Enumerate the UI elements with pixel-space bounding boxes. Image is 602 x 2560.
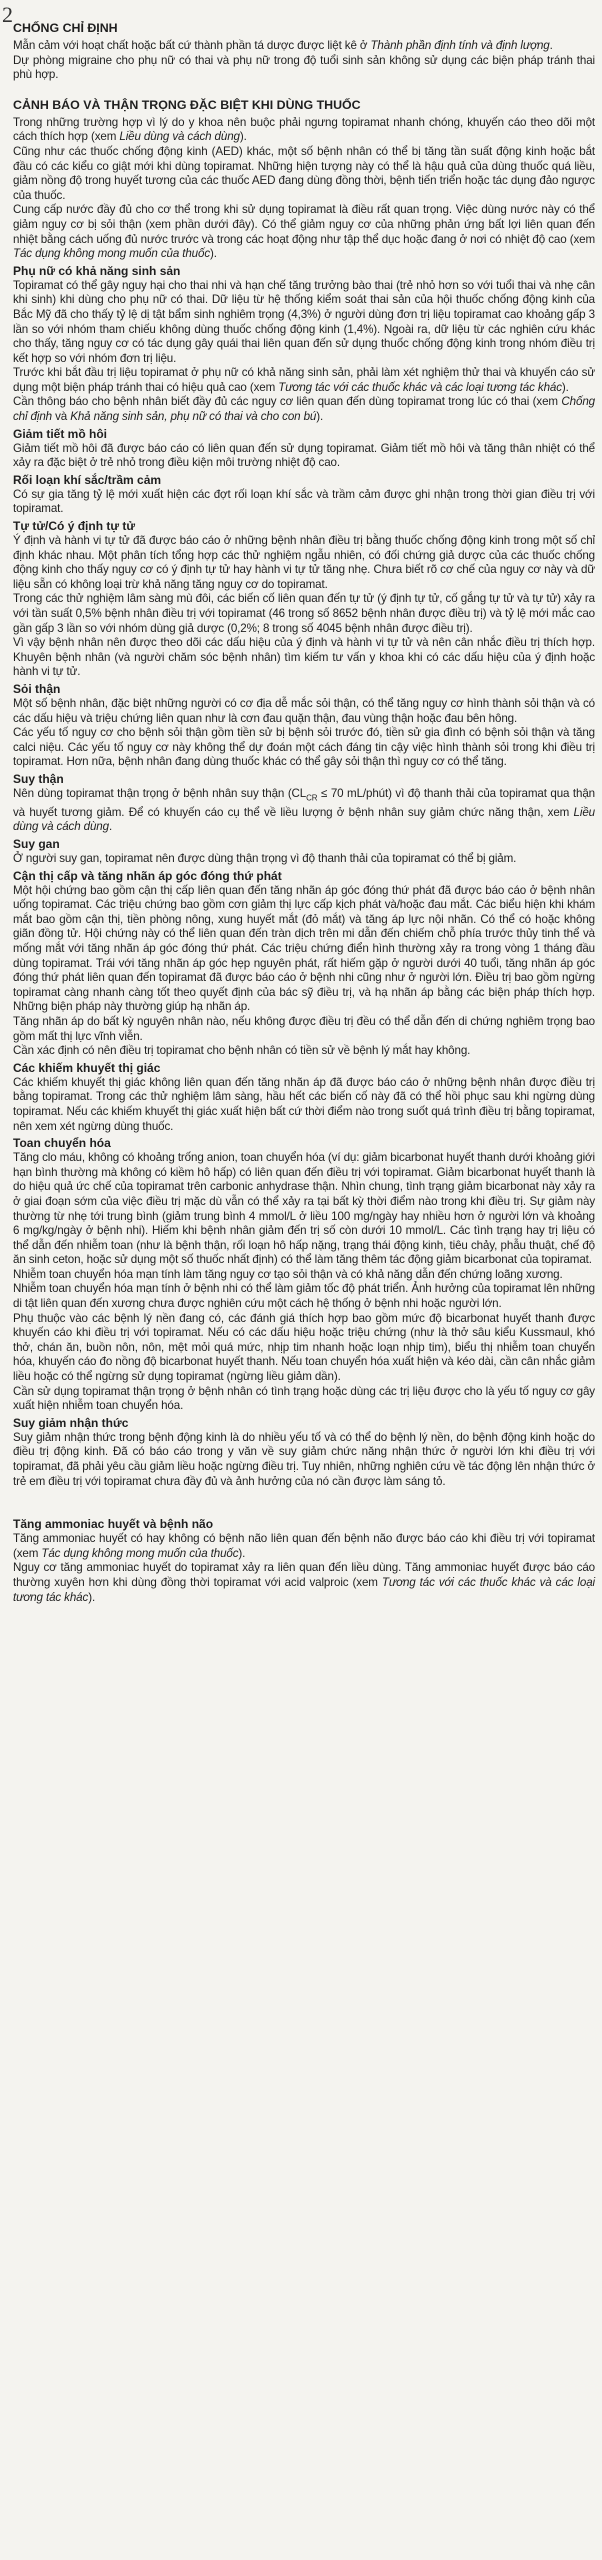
paragraph: Cần sử dụng topiramat thận trọng ở bệnh nhân có tình trạng hoặc dùng các trị liệu được cho là yếu tố nguy cơ gây xuất hiện nhiễm toan chuyển hóa. [13,1384,595,1413]
paragraph: Cũng như các thuốc chống động kinh (AED) khác, một số bệnh nhân có thể bị tăng tần suất động kinh hoặc bắt đầu có các kiểu co giật mới khi dùng topiramat. Những hiện tượng này có thể là hậu quả của dùng thuốc quá liều, giảm nồng độ trong huyết tương của các thuốc AED đang dùng đồng thời, bệnh tiến triển hoặc tác dụng đảo ngược của thuốc. [13,144,595,202]
subsection-heading-hepatic: Suy gan [13,837,60,852]
paragraph: Nên dùng topiramat thận trọng ở bệnh nhân suy thận ($CL_{CR} \le 70$ mL/phút) vì độ thanh thải của topiramat qua thận và huyết tương giảm. Để có khuyến cáo cụ thể về liều lượng ở bệnh nhân suy giảm chức năng thận, xem Liều dùng và cách dùng. [13,786,595,834]
paragraph: Một hội chứng bao gồm cận thị cấp liên quan đến tăng nhãn áp góc đóng thứ phát đã được báo cáo ở bệnh nhân uống topiramat. Các triệu chứng bao gồm cơn giảm thị lực cấp kịch phát và/hoặc đau mắt. Các biểu hiện khi khám mắt bao gồm cận thị, tiền phòng nông, xung huyết mắt (đỏ mắt) và tăng áp lực nội nhãn. Có thể có hoặc không giãn đồng tử. Hội chứng này có thể liên quan đến tràn dịch trên mi dẫn đến chiếm chỗ phía trước thủy tinh thể và mống mắt với tăng nhãn áp góc đóng thứ phát. Các triệu chứng điển hình thường xảy ra trong vòng 1 tháng đầu dùng topiramat. Trái với tăng nhãn áp góc hẹp nguyên phát, rất hiếm gặp ở người dưới 40 tuổi, tăng nhãn áp góc đóng thứ phát liên quan đến topiramat đã được báo cáo ở bệnh nhi cũng như ở người lớn. Điều trị bao gồm ngừng topiramat càng nhanh càng tốt theo quyết định của bác sỹ điều trị, và hạ nhãn áp bằng các biện pháp thích hợp. Những biện pháp này thường giúp hạ nhãn áp. [13,883,595,1014]
paragraph: Tăng clo máu, không có khoảng trống anion, toan chuyển hóa (ví dụ: giảm bicarbonat huyết thanh dưới khoảng giới hạn bình thường mà không có kiềm hô hấp) có liên quan đến điều trị với topiramat. Giảm bicarbonat huyết thanh là do hiệu quả ức chế của topiramat trên carbonic anhydrase thận. Nhìn chung, tình trạng giảm bicarbonat này xảy ra ở giai đoạn sớm của việc điều trị mặc dù vẫn có thể xảy ra tại bất kỳ thời điểm nào trong khi điều trị. Sự giảm này thường từ nhẹ tới trung bình (giảm trung bình 4 mmol/L ở liều 100 mg/ngày hay nhiều hơn ở người lớn và khoảng 6 mg/kg/ngày ở bệnh nhi). Hiếm khi bệnh nhân giảm đến trị số còn dưới 10 mmol/L. Các tình trạng hay trị liệu có thể dẫn đến nhiễm toan (như là bệnh thận, rối loạn hô hấp nặng, trạng thái động kinh, tiêu chảy, phẫu thuật, chế độ ăn sinh ceton, hoặc sử dụng một số thuốc nhất định) có thể làm tăng thêm tác động giảm bicarbonat của topiramat. [13,1151,595,1267]
paragraph: Một số bệnh nhân, đặc biệt những người có cơ địa dễ mắc sỏi thận, có thể tăng nguy cơ hình thành sỏi thận và có các dấu hiệu và triệu chứng liên quan như là cơn đau quặn thận, đau vùng thận hoặc đau bên hông. [13,696,595,725]
section-heading-warnings: CẢNH BÁO VÀ THẬN TRỌNG ĐẶC BIỆT KHI DÙNG THUỐC [13,97,361,112]
document-body [13,20,595,1605]
subsection-heading-sweat: Giảm tiết mồ hôi [13,426,108,441]
paragraph: Dự phòng migraine cho phụ nữ có thai và phụ nữ trong độ tuổi sinh sản không sử dụng các biện pháp tránh thai phù hợp. [13,53,595,82]
subsection-heading-women: Phụ nữ có khả năng sinh sản [13,263,181,278]
paragraph: Nhiễm toan chuyển hóa mạn tính ở bệnh nhi có thể làm giảm tốc độ phát triển. Ảnh hưởng của topiramat lên những di tật liên quan đến xương chưa được nghiên cứu một cách hệ thống ở bệnh nhi hoặc người lớn. [13,1282,595,1311]
subsection-heading-acidosis: Toan chuyển hóa [13,1136,111,1151]
paragraph: Trong các thử nghiệm lâm sàng mù đôi, các biến cố liên quan đến tự tử (ý định tự tử, cố gắng tự tử và tự tử) xảy ra với tần suất 0,5% bệnh nhân điều trị với topiramat (46 trong số 8652 bệnh nhân được điều trị) và tỷ lệ mới mắc cao gần gấp 3 lần so với nhóm dùng giả dược (0,2%; 8 trong số 4045 bệnh nhân được điều trị). [13,592,595,635]
paragraph: Các khiếm khuyết thị giác không liên quan đến tăng nhãn áp đã được báo cáo ở những bệnh nhân được điều trị bằng topiramat. Trong các thử nghiệm lâm sàng, hầu hết các biến cố này đã có thể hồi phục sau khi ngừng dùng topiramat. Nếu các khiếm khuyết thị giác xuất hiện bất cứ thời điểm nào trong suốt quá trình điều trị bằng topiramat, nên xem xét ngừng dùng thuốc. [13,1075,595,1133]
subsection-heading-renal: Suy thận [13,771,64,786]
paragraph: Cung cấp nước đầy đủ cho cơ thể trong khi sử dụng topiramat là điều rất quan trọng. Việc dùng nước này có thể giảm nguy cơ bị sỏi thận (xem phần dưới đây). Có thể giảm nguy cơ của những phản ứng bất lợi liên quan đến nhiệt bằng cách uống đủ nước trước và trong các hoạt động như tập thể dục hoặc đang ở nơi có nhiệt độ cao (xem Tác dụng không mong muốn của thuốc). [13,203,595,261]
paragraph: Cần thông báo cho bệnh nhân biết đầy đủ các nguy cơ liên quan đến dùng topiramat trong lúc có thai (xem Chống chỉ định và Khả năng sinh sản, phụ nữ có thai và cho con bú). [13,395,595,424]
paragraph: Trước khi bắt đầu trị liệu topiramat ở phụ nữ có khả năng sinh sản, phải làm xét nghiệm thử thai và khuyến cáo sử dụng một biện pháp tránh thai có hiệu quả cao (xem Tương tác với các thuốc khác và các loại tương tác khác). [13,366,595,394]
paragraph: Phụ thuộc vào các bệnh lý nền đang có, các đánh giá thích hợp bao gồm mức độ bicarbonat huyết thanh được khuyến cáo khi điều trị với topiramat. Nếu có các dấu hiệu hoặc triệu chứng (như là thở sâu kiểu Kussmaul, khó thở, chán ăn, buồn nôn, nôn, mệt mỏi quá mức, nhịp tim nhanh hoặc loạn nhịp tim), biểu thị nhiễm toan chuyển hóa, khuyến cáo đo nồng độ bicarbonat huyết thanh. Nếu toan chuyển hóa xuất hiện và kéo dài, cần cân nhắc giảm liều hoặc có thể ngừng sử dụng topiramat (ngừng liều giảm dần). [13,1311,595,1384]
paragraph: Ý định và hành vi tự tử đã được báo cáo ở những bệnh nhân điều trị bằng thuốc chống động kinh trong một số chỉ định khác nhau. Một phân tích tổng hợp các thử nghiệm ngẫu nhiên, có đối chứng giả dược của các thuốc chống động kinh cho thấy nguy cơ có ý định tự tử hay hành vi tự tử tăng nhẹ. Chưa biết rõ cơ chế của nguy cơ này và dữ liệu sẵn có không loại trừ khả năng tăng nguy cơ do topiramat. [13,534,595,591]
paragraph: Tăng nhãn áp do bất kỳ nguyên nhân nào, nếu không được điều trị đều có thể dẫn đến di chứng nghiêm trọng bao gồm mất thị lực vĩnh viễn. [13,1014,595,1043]
section-heading-contraindications: CHỐNG CHỈ ĐỊNH [13,21,118,35]
subsection-heading-mood: Rối loạn khí sắc/trầm cảm [13,472,162,487]
paragraph: Ở người suy gan, topiramat nên được dùng thận trọng vì độ thanh thải của topiramat có thể bị giảm. [13,852,517,866]
paragraph: Có sự gia tăng tỷ lệ mới xuất hiện các đợt rối loạn khí sắc và trầm cảm được ghi nhận trong thời gian điều trị với topiramat. [13,487,595,516]
paragraph: Suy giảm nhận thức trong bệnh động kinh là do nhiều yếu tố và có thể do bệnh lý nền, do bệnh động kinh hoặc do điều trị động kinh. Đã có báo cáo trong y văn về suy giảm chức năng nhận thức ở người lớn khi điều trị với topiramat, đã phải yêu cầu giảm liều hoặc ngừng điều trị. Tuy nhiên, những nghiên cứu về tác động lên nhận thức ở trẻ em điều trị với topiramat chưa đầy đủ và ảnh hưởng của nó cần được làm sáng tỏ. [13,1430,595,1488]
paragraph: Giảm tiết mồ hôi đã được báo cáo có liên quan đến sử dụng topiramat. Giảm tiết mồ hôi và tăng thân nhiệt có thể xảy ra đặc biệt ở trẻ nhỏ trong điều kiện môi trường nhiệt độ cao. [13,441,595,470]
subsection-heading-suicide: Tự tử/Có ý định tự tử [13,519,136,534]
paragraph: Nguy cơ tăng ammoniac huyết do topiramat xảy ra liên quan đến liều dùng. Tăng ammoniac huyết được báo cáo thường xuyên hơn khi dùng đồng thời topiramat với acid valproic (xem Tương tác với các thuốc khác và các loại tương tác khác). [13,1561,595,1604]
subsection-heading-glaucoma: Cận thị cấp và tăng nhãn áp góc đóng thứ phát [13,868,282,883]
paragraph: Cần xác định có nên điều trị topiramat cho bệnh nhân có tiền sử về bệnh lý mắt hay không. [13,1044,471,1058]
paragraph: Tăng ammoniac huyết có hay không có bệnh não liên quan đến bệnh não được báo cáo khi điều trị với topiramat (xem Tác dụng không mong muốn của thuốc). [13,1532,595,1560]
subsection-heading-ammonia: Tăng ammoniac huyết và bệnh não [13,1517,214,1532]
paragraph: Trong những trường hợp vì lý do y khoa nên buộc phải ngưng topiramat nhanh chóng, khuyến cáo theo dõi một cách thích hợp (xem Liều dùng và cách dùng). [13,115,595,144]
subsection-heading-stones: Sỏi thận [13,681,61,696]
subsection-heading-visual: Các khiếm khuyết thị giác [13,1060,161,1075]
subsection-heading-cognitive: Suy giảm nhận thức [13,1415,129,1430]
paragraph: Mẫn cảm với hoạt chất hoặc bất cứ thành phần tá dược được liệt kê ở Thành phần định tính và định lượng. [13,39,553,52]
paragraph: Vì vậy bệnh nhân nên được theo dõi các dấu hiệu của ý định và hành vi tự tử và nên cân nhắc điều trị thích hợp. Khuyên bệnh nhân (và người chăm sóc bệnh nhân) tìm kiếm tư vấn y khoa khi có các dấu hiệu của ý định hoặc hành vi tự tử. [13,636,595,679]
paragraph: Nhiễm toan chuyển hóa mạn tính làm tăng nguy cơ tạo sỏi thận và có khả năng dẫn đến chứng loãng xương. [13,1267,563,1281]
page-corner-mark: 2 [2,2,13,27]
paragraph: Topiramat có thể gây nguy hại cho thai nhi và hạn chế tăng trưởng bào thai (trẻ nhỏ hơn so với tuổi thai và nhẹ cân khi sinh) khi dùng cho phụ nữ có thai. Dữ liệu từ hệ thống kiểm soát thai sản của hội thuốc chống động kinh của Bắc Mỹ đã cho thấy tỷ lệ dị tật bẩm sinh nghiêm trọng (4,3%) ở người dùng đơn trị liệu topiramat cao khoảng gấp 3 lần so với nhóm tham chiếu không dùng thuốc chống động kinh (1,4%). Ngoài ra, dữ liệu từ các nghiên cứu khác cho thấy, tăng nguy cơ có tác dụng gây quái thai liên quan đến sử dụng thuốc chống động kinh trong nhóm điều trị kết hợp so với nhóm đơn trị liệu. [13,278,595,365]
paragraph: Các yếu tố nguy cơ cho bệnh sỏi thận gồm tiền sử bị bệnh sỏi trước đó, tiền sử gia đình có bệnh sỏi thận và tăng calci niệu. Các yếu tố nguy cơ này không thể dự đoán một cách đáng tin cậy việc hình thành sỏi trong khi điều trị topiramat. Hơn nữa, bệnh nhân đang dùng thuốc khác có thể gây sỏi thận thì nguy cơ có thể tăng. [13,726,595,769]
